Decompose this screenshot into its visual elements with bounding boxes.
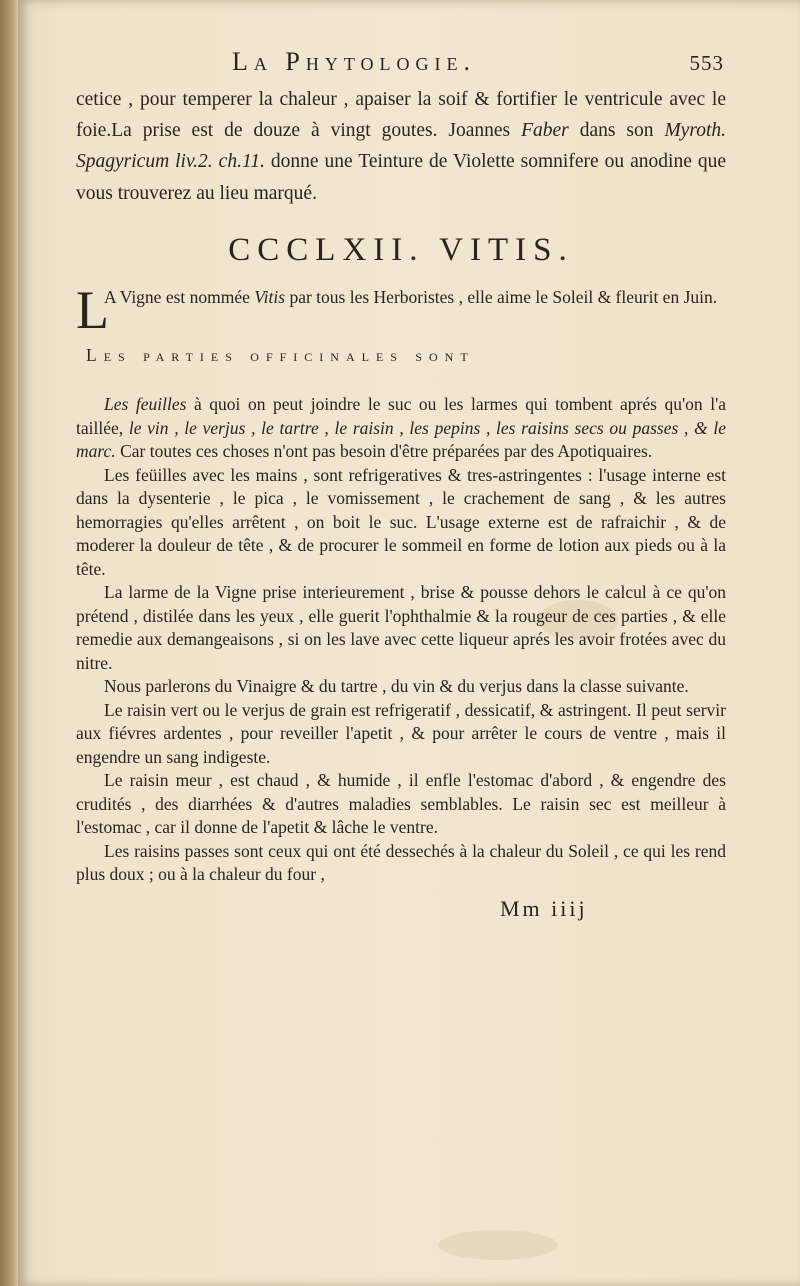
paragraph-vine-tear: La larme de la Vigne prise interieurement , brise & pousse dehors le calcul à ce qu'on prétend , distilée dans les yeux , elle guerit l'ophthalmie & la rougeur de ces parties , & elle remedie aux demangeaisons , si on les lave avec cette liqueur aprés les avoir frotées avec du nitre. <box>76 582 726 673</box>
paragraph-ripe-grape: Le raisin meur , est chaud , & humide , il enfle l'estomac d'abord , & engendre des crudités , des diarrhées & d'autres maladies semblables. Le raisin sec est meilleur à l'estomac , car il donne de l'apetit & lâche le ventre. <box>76 770 726 838</box>
continued-text-1: cetice , pour temperer la chaleur , apaiser la soif & fortifier le ventricule avec le foie.La prise est de douze à vingt goutes. Joannes <box>76 89 726 142</box>
drop-cap: L <box>76 280 109 341</box>
intro-text-1: A Vigne est nommée <box>104 287 255 308</box>
intro-text-2: par tous les Herboristes , elle aime le Soleil & fleurit en Juin. <box>285 287 718 308</box>
parts-list-italic: le vin , le verjus , le tartre , le raisin , les pepins , les raisins secs ou passes , & le marc. <box>76 417 726 462</box>
continued-text-2: dans son <box>568 120 665 142</box>
parts-subheading: Les parties officinales sont <box>86 345 475 366</box>
paragraph-raisins: Les raisins passes sont ceux qui ont été dessechés à la chaleur du Soleil , ce qui les rend plus doux ; ou à la chaleur du four , <box>76 840 726 885</box>
continued-ref-2: Myroth. Spagyricum liv.2. ch.11. <box>76 120 726 173</box>
intro-paragraph <box>76 280 726 341</box>
paper-stain <box>438 1230 558 1260</box>
parts-list-paragraph <box>76 393 726 464</box>
paragraph-green-grape: Le raisin vert ou le verjus de grain est refrigeratif , dessicatif, & astringent. Il peut servir aux fiévres ardentes , pour reveiller l'apetit , & pour arrêter le cours de ventre , mais il engendre un sang indigeste. <box>76 699 726 767</box>
paragraph-leaves: Les feüilles avec les mains , sont refrigeratives & tres-astringentes : l'usage interne est dans la dysenterie , le pica , le vomissement , le crachement de sang , & les autres hemorragies qu'elles arrêtent , on boit le suc. L'usage externe est de rafraichir , & de moderer la douleur de tête , & de procurer le sommeil en forme de lotion aux pieds ou à la tête. <box>76 464 726 579</box>
continued-paragraph <box>76 84 726 209</box>
book-spine-edge <box>0 0 18 1286</box>
intro-latin-name: Vitis <box>254 287 286 308</box>
page-content <box>76 40 726 927</box>
parts-text-1: à quoi on peut joindre le suc ou les larmes qui tombent aprés qu'on l'a taillée, <box>76 394 726 438</box>
parts-text-2: Car toutes ces choses n'ont pas besoin d'être préparées par des Apotiquaires. <box>115 441 653 462</box>
running-head <box>76 40 726 84</box>
signature-mark: Mm iiij <box>500 895 588 921</box>
continued-text-3: donne une Teinture de Violette somnifere ou anodine que vous trouverez au lieu marqué. <box>76 151 726 204</box>
section-heading: CCCLXII. VITIS. <box>228 231 574 268</box>
parts-lead-italic: Les feuilles <box>104 394 187 415</box>
running-title: La Phytologie. <box>232 47 476 76</box>
continued-ref-1: Faber <box>521 120 569 142</box>
book-page <box>18 0 800 1286</box>
page-number: 553 <box>689 51 724 75</box>
paragraph-vinegar: Nous parlerons du Vinaigre & du tartre , du vin & du verjus dans la classe suivante. <box>104 676 689 697</box>
signature-row <box>76 893 726 927</box>
